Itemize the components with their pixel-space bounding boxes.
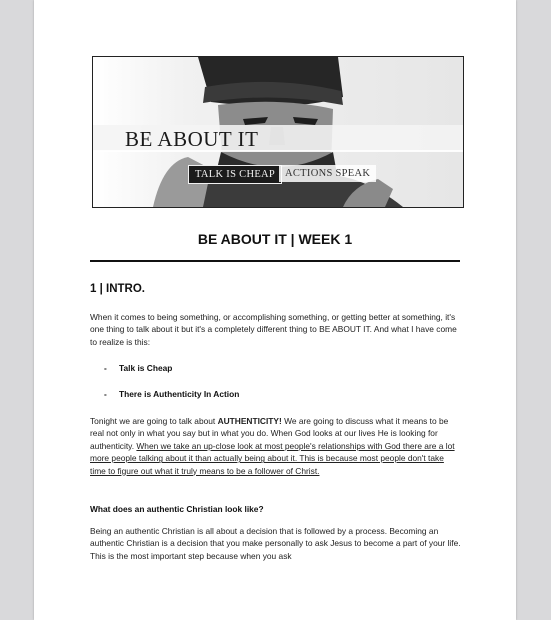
- bullet-item-2: [104, 389, 239, 399]
- banner-title: BE ABOUT IT: [125, 127, 259, 151]
- authentic-christian-paragraph: Being an authentic Christian is all about a decision that is followed by a process. Becoming an authentic Christian is a decision that you make personally to ask Jesus to become a part of your life. This is the most important step because when you ask: [90, 526, 461, 561]
- sub-question: What does an authentic Christian look like?: [90, 504, 264, 514]
- bullet-text: Talk is Cheap: [119, 363, 173, 373]
- bullet-dash: -: [104, 363, 107, 373]
- week-title: BE ABOUT IT | WEEK 1: [197, 231, 353, 247]
- authenticity-text-2: We are going to discuss what it means to be real not only in what you say but in what you do. When God looks at our lives He is looking for authenticity.: [90, 416, 449, 451]
- authenticity-text-1: Tonight we are going to talk about: [90, 416, 218, 426]
- section-title: 1 | INTRO.: [90, 283, 145, 295]
- bullet-item-1: [104, 363, 172, 373]
- title-divider: [90, 260, 460, 262]
- banner-tag-actions-speak: ACTIONS SPEAK: [279, 165, 376, 182]
- authenticity-underlined: When we take an up-close look at most people's relationships with God there are a lot more people talking about it than actually being about it. This is because most people don't take time to figure out what it truly means to be a follower of Christ.: [90, 440, 455, 476]
- banner-tag-talk-is-cheap: TALK IS CHEAP: [188, 165, 282, 184]
- bullet-dash: -: [104, 389, 107, 399]
- bullet-text: There is Authenticity In Action: [119, 389, 240, 399]
- banner-image: [92, 56, 464, 208]
- authenticity-paragraph: [90, 415, 462, 477]
- intro-paragraph: When it comes to being something, or accomplishing something, or getting better at something, it's one thing to talk about it but it's a completely different thing to BE ABOUT IT. And what I have come to realize is this:: [90, 312, 457, 347]
- document-page: [34, 0, 516, 620]
- authenticity-bold: AUTHENTICITY!: [217, 416, 282, 426]
